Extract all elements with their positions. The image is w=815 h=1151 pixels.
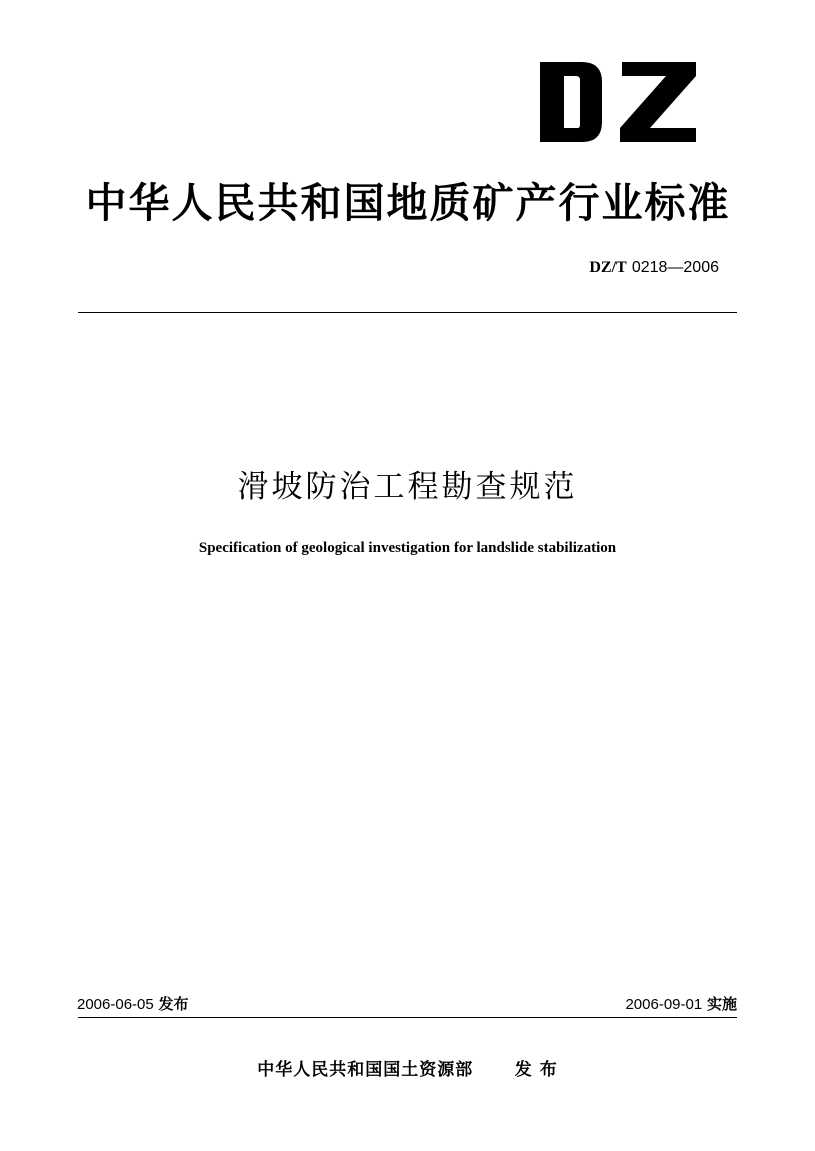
logo-letter-z bbox=[620, 62, 696, 142]
implementation-date-label: 实施 bbox=[706, 995, 737, 1013]
issue-date-label: 发布 bbox=[158, 995, 189, 1013]
publisher-name: 中华人民共和国国土资源部 bbox=[257, 1060, 474, 1080]
dz-logo bbox=[540, 62, 696, 142]
implementation-date bbox=[625, 994, 737, 1015]
document-title-english: Specification of geological investigation for landslide stabilization bbox=[198, 540, 617, 556]
issue-date bbox=[77, 994, 189, 1015]
footer-divider bbox=[78, 1017, 737, 1018]
industry-standard-name: 中华人民共和国地质矿产行业标准 bbox=[85, 179, 731, 227]
logo-letter-d bbox=[540, 62, 602, 142]
dz-logo-mark bbox=[540, 62, 696, 142]
publisher-label: 发 布 bbox=[514, 1060, 558, 1080]
issue-date-value: 2006-06-05 bbox=[77, 996, 154, 1013]
standard-code bbox=[589, 257, 719, 278]
standard-code-prefix: DZ/T bbox=[589, 259, 627, 276]
header-divider bbox=[78, 312, 737, 313]
standard-code-number: 0218—2006 bbox=[631, 259, 719, 276]
document-title-chinese: 滑坡防治工程勘查规范 bbox=[237, 469, 578, 505]
implementation-date-value: 2006-09-01 bbox=[625, 996, 703, 1013]
publisher bbox=[0, 1059, 815, 1081]
